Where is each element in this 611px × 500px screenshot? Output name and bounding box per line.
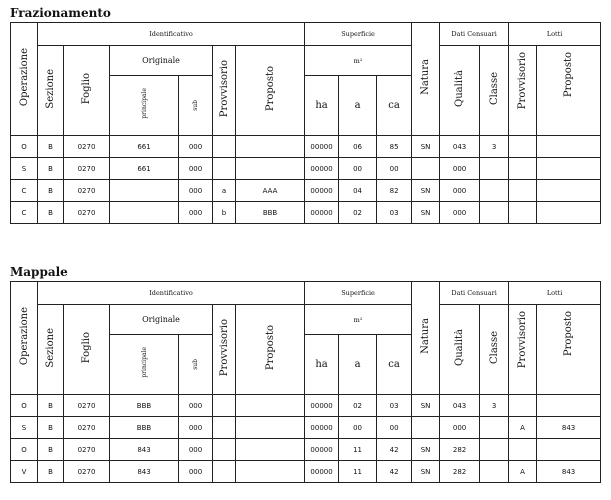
table-cell: 00 <box>339 158 377 180</box>
dati-censuari-header: Dati Censuari <box>440 23 509 46</box>
table-cell <box>509 439 537 461</box>
table-cell: O <box>11 439 38 461</box>
table-cell: 000 <box>179 461 213 483</box>
table-cell: B <box>38 202 64 224</box>
table-cell <box>236 461 305 483</box>
table-cell: 0270 <box>64 202 110 224</box>
table-cell <box>213 395 236 417</box>
table-cell: 0270 <box>64 417 110 439</box>
classe-header: Classe <box>480 46 509 136</box>
table-cell <box>509 180 537 202</box>
table-cell: 661 <box>110 158 179 180</box>
table-cell: 000 <box>179 158 213 180</box>
table-row <box>11 136 601 158</box>
sub-header: sub <box>179 76 213 136</box>
table-cell <box>480 180 509 202</box>
table-cell: 00 <box>339 417 377 439</box>
mappale-table <box>10 281 601 483</box>
table-cell <box>412 158 440 180</box>
sub-header: sub <box>179 335 213 395</box>
table-cell: b <box>213 202 236 224</box>
table-cell <box>236 439 305 461</box>
frazionamento-title: Frazionamento <box>10 6 111 20</box>
table-cell: 0270 <box>64 158 110 180</box>
table-cell <box>213 461 236 483</box>
table-cell: 02 <box>339 395 377 417</box>
table-cell: 3 <box>480 395 509 417</box>
table-cell: 843 <box>110 439 179 461</box>
table-cell: 42 <box>377 461 412 483</box>
table-cell: 0270 <box>64 180 110 202</box>
table-cell: BBB <box>236 202 305 224</box>
lotti-proposto-header: Proposto <box>537 46 601 136</box>
sezione-header: Sezione <box>38 305 64 395</box>
table-cell <box>480 461 509 483</box>
table-cell: 0270 <box>64 439 110 461</box>
table-cell <box>412 417 440 439</box>
originale-header: Originale <box>110 46 213 76</box>
table-cell: 843 <box>537 417 601 439</box>
table-cell: 02 <box>339 202 377 224</box>
table-cell: 000 <box>440 417 480 439</box>
provvisorio-header: Provvisorio <box>213 46 236 136</box>
qualita-header: Qualità <box>440 305 480 395</box>
proposto-header: Proposto <box>236 305 305 395</box>
table-cell <box>537 395 601 417</box>
table-cell: 000 <box>179 439 213 461</box>
table-cell: BBB <box>110 395 179 417</box>
table-cell: 42 <box>377 439 412 461</box>
table-cell: 000 <box>440 158 480 180</box>
lotti-header: Lotti <box>509 23 601 46</box>
table-cell: 3 <box>480 136 509 158</box>
table-cell: O <box>11 136 38 158</box>
table-cell: a <box>213 180 236 202</box>
table-row <box>11 439 601 461</box>
principale-header: principale <box>110 335 179 395</box>
lotti-provvisorio-header: Provvisorio <box>509 305 537 395</box>
table-cell <box>236 158 305 180</box>
table-cell <box>509 136 537 158</box>
table-cell: 282 <box>440 439 480 461</box>
table-cell: 0270 <box>64 461 110 483</box>
table-cell <box>480 202 509 224</box>
superficie-header: Superficie <box>305 23 412 46</box>
sezione-header: Sezione <box>38 46 64 136</box>
provvisorio-header: Provvisorio <box>213 305 236 395</box>
principale-header: principale <box>110 76 179 136</box>
table-cell: BBB <box>110 417 179 439</box>
superficie-header: Superficie <box>305 282 412 305</box>
mappale-title: Mappale <box>10 265 68 279</box>
table-cell: O <box>11 395 38 417</box>
table-cell: 00000 <box>305 202 339 224</box>
lotti-proposto-header: Proposto <box>537 305 601 395</box>
table-cell: AAA <box>236 180 305 202</box>
table-cell: C <box>11 180 38 202</box>
table-cell: 06 <box>339 136 377 158</box>
table-cell: 00000 <box>305 417 339 439</box>
table-row <box>11 202 601 224</box>
qualita-header: Qualità <box>440 46 480 136</box>
table-row <box>11 461 601 483</box>
table-cell <box>537 136 601 158</box>
table-cell <box>213 158 236 180</box>
dati-censuari-header: Dati Censuari <box>440 282 509 305</box>
table-cell: 000 <box>179 180 213 202</box>
table-cell: B <box>38 439 64 461</box>
table-row <box>11 180 601 202</box>
table-cell: 04 <box>339 180 377 202</box>
table-cell: B <box>38 158 64 180</box>
table-cell: 85 <box>377 136 412 158</box>
table-cell: V <box>11 461 38 483</box>
table-cell: 00000 <box>305 158 339 180</box>
lotti-provvisorio-header: Provvisorio <box>509 46 537 136</box>
identificativo-header: Identificativo <box>38 23 305 46</box>
table-cell: S <box>11 158 38 180</box>
table-cell: 00000 <box>305 180 339 202</box>
table-cell: B <box>38 417 64 439</box>
table-cell <box>213 439 236 461</box>
table-cell: B <box>38 180 64 202</box>
identificativo-header: Identificativo <box>38 282 305 305</box>
table-cell: 03 <box>377 202 412 224</box>
table-cell <box>236 395 305 417</box>
table-cell: 843 <box>110 461 179 483</box>
table-cell: 000 <box>179 417 213 439</box>
table-cell <box>509 202 537 224</box>
operazione-header: Operazione <box>11 282 38 395</box>
table-cell: 00 <box>377 417 412 439</box>
operazione-header: Operazione <box>11 23 38 136</box>
classe-header: Classe <box>480 305 509 395</box>
table-cell: 82 <box>377 180 412 202</box>
ca-header: ca <box>377 335 412 395</box>
table-cell <box>537 439 601 461</box>
table-cell: 00000 <box>305 461 339 483</box>
table-cell: B <box>38 395 64 417</box>
originale-header: Originale <box>110 305 213 335</box>
table-cell <box>480 417 509 439</box>
table-cell: 03 <box>377 395 412 417</box>
table-cell <box>213 136 236 158</box>
table-cell: 282 <box>440 461 480 483</box>
table-cell: C <box>11 202 38 224</box>
table-cell: 000 <box>440 180 480 202</box>
ha-header: ha <box>305 76 339 136</box>
ca-header: ca <box>377 76 412 136</box>
table-cell: S <box>11 417 38 439</box>
table-row <box>11 158 601 180</box>
mq-header: m² <box>305 305 412 335</box>
table-cell: SN <box>412 180 440 202</box>
table-cell: 00000 <box>305 395 339 417</box>
table-cell <box>537 180 601 202</box>
a-header: a <box>339 76 377 136</box>
table-cell: B <box>38 136 64 158</box>
table-cell: 661 <box>110 136 179 158</box>
natura-header: Natura <box>412 23 440 136</box>
table-cell: SN <box>412 136 440 158</box>
table-cell: 0270 <box>64 395 110 417</box>
table-cell <box>509 395 537 417</box>
table-row <box>11 395 601 417</box>
table-cell: 0270 <box>64 136 110 158</box>
table-cell <box>480 439 509 461</box>
ha-header: ha <box>305 335 339 395</box>
table-cell: 11 <box>339 461 377 483</box>
table-cell: SN <box>412 202 440 224</box>
table-cell <box>236 136 305 158</box>
table-cell: A <box>509 417 537 439</box>
a-header: a <box>339 335 377 395</box>
frazionamento-table <box>10 22 601 224</box>
mq-header: m² <box>305 46 412 76</box>
foglio-header: Foglio <box>64 46 110 136</box>
table-cell <box>509 158 537 180</box>
table-cell: 11 <box>339 439 377 461</box>
table-cell <box>480 158 509 180</box>
table-cell: 000 <box>179 395 213 417</box>
table-cell <box>537 202 601 224</box>
table-row <box>11 417 601 439</box>
table-cell: SN <box>412 461 440 483</box>
table-cell: 000 <box>179 202 213 224</box>
table-cell: B <box>38 461 64 483</box>
table-cell: 000 <box>179 136 213 158</box>
table-cell: SN <box>412 395 440 417</box>
table-cell: 000 <box>440 202 480 224</box>
proposto-header: Proposto <box>236 46 305 136</box>
table-cell: 00000 <box>305 136 339 158</box>
table-cell <box>236 417 305 439</box>
table-cell: A <box>509 461 537 483</box>
table-cell <box>213 417 236 439</box>
table-cell: 843 <box>537 461 601 483</box>
table-cell <box>110 180 179 202</box>
table-cell: 00000 <box>305 439 339 461</box>
table-cell: 043 <box>440 395 480 417</box>
table-cell: SN <box>412 439 440 461</box>
lotti-header: Lotti <box>509 282 601 305</box>
table-cell <box>537 158 601 180</box>
table-cell <box>110 202 179 224</box>
table-cell: 043 <box>440 136 480 158</box>
natura-header: Natura <box>412 282 440 395</box>
table-cell: 00 <box>377 158 412 180</box>
foglio-header: Foglio <box>64 305 110 395</box>
